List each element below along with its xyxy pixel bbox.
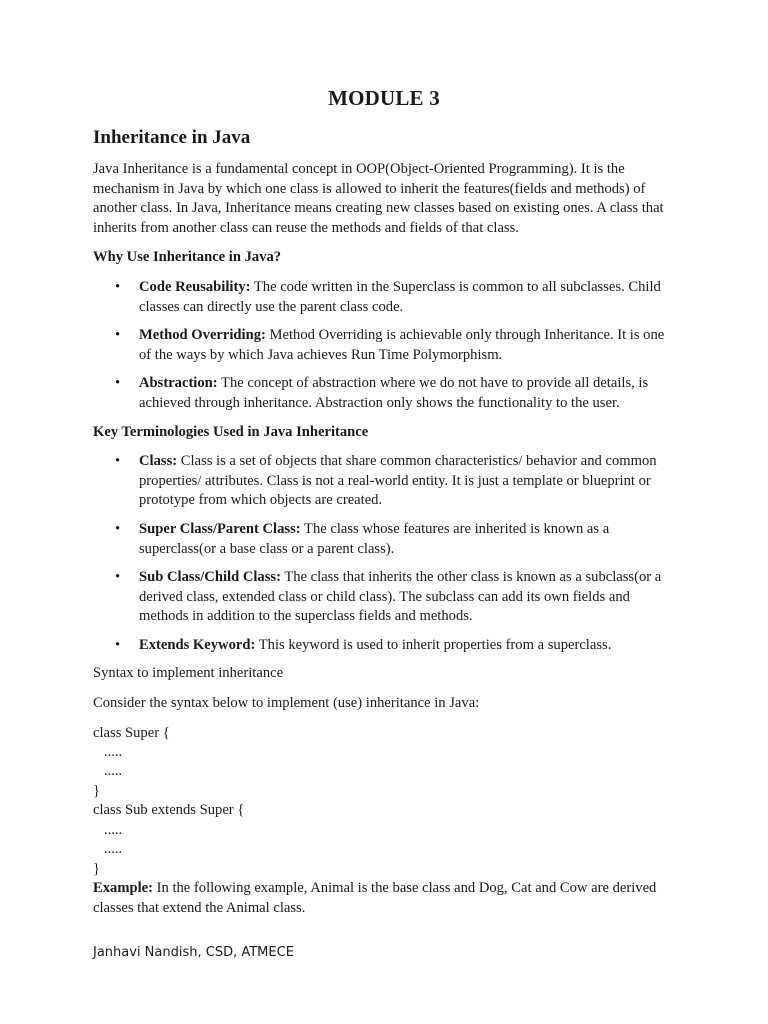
code-line: .....	[93, 821, 123, 838]
list-item	[93, 568, 673, 627]
why-list	[93, 278, 673, 414]
why-heading: Why Use Inheritance in Java?	[93, 249, 282, 266]
example-text: In the following example, Animal is the base class and Dog, Cat and Cow are derived classes that extend the Animal class.	[93, 879, 657, 916]
code-line: .....	[93, 841, 123, 858]
terms-heading: Key Terminologies Used in Java Inheritance	[93, 423, 369, 440]
code-line: }	[93, 860, 101, 877]
list-item-term: Abstraction:	[139, 375, 218, 392]
terms-list	[93, 452, 673, 655]
document-body	[93, 126, 673, 928]
code-block	[93, 724, 673, 879]
list-item-text: The class whose features are inherited is known as a superclass(or a base class or a parent class).	[139, 520, 610, 557]
list-item	[93, 636, 673, 656]
list-item	[93, 520, 673, 559]
code-line: .....	[93, 744, 123, 761]
list-item-term: Super Class/Parent Class:	[139, 520, 301, 537]
list-item-text: This keyword is used to inherit properties from a superclass.	[255, 636, 612, 653]
list-item	[93, 452, 673, 511]
bullet-icon: •	[115, 569, 121, 586]
list-item-term: Class:	[139, 453, 178, 470]
list-item-term: Code Reusability:	[139, 278, 251, 295]
bullet-icon: •	[115, 636, 121, 653]
code-line: class Super {	[93, 724, 170, 741]
bullet-icon: •	[115, 278, 121, 295]
list-item-text: The code written in the Superclass is common to all subclasses. Child classes can directly use the parent class code.	[139, 278, 661, 315]
list-item-term: Sub Class/Child Class:	[139, 569, 281, 586]
syntax-heading: Syntax to implement inheritance	[93, 665, 284, 682]
module-title: MODULE 3	[328, 86, 440, 110]
section-title: Inheritance in Java	[93, 127, 251, 148]
page-footer: Janhavi Nandish, CSD, ATMECE	[93, 945, 294, 960]
code-line: }	[93, 782, 101, 799]
example-term: Example:	[93, 879, 153, 896]
code-line: .....	[93, 763, 123, 780]
code-line: class Sub extends Super {	[93, 802, 245, 819]
list-item-text: Method Overriding is achievable only through Inheritance. It is one of the ways by which Java achieves Run Time Polymorphism.	[139, 327, 665, 363]
bullet-icon: •	[115, 327, 121, 344]
list-item-term: Extends Keyword:	[139, 636, 256, 653]
list-item-text: The concept of abstraction where we do not have to provide all details, is achieved through inheritance. Abstraction only shows the functionality to the user.	[139, 375, 649, 411]
example-paragraph	[93, 879, 673, 918]
bullet-icon: •	[115, 453, 121, 470]
list-item-term: Method Overriding:	[139, 327, 266, 344]
intro-paragraph: Java Inheritance is a fundamental concept in OOP(Object-Oriented Programming). It is the mechanism in Java by which one class is allowed to inherit the features(fields and methods) of another class. In Java, Inheritance means creating new classes based on existing ones. A class that inherits from another class can reuse the methods and fields of that class.	[93, 161, 664, 236]
list-item	[93, 374, 673, 413]
list-item-text: The class that inherits the other class is known as a subclass(or a derived class, extended class or child class). The subclass can add its own fields and methods in addition to the superclass fields and methods.	[139, 569, 662, 625]
bullet-icon: •	[115, 375, 121, 392]
list-item	[93, 278, 673, 317]
bullet-icon: •	[115, 520, 121, 537]
syntax-intro: Consider the syntax below to implement (use) inheritance in Java:	[93, 695, 480, 712]
list-item-text: Class is a set of objects that share common characteristics/ behavior and common properties/ attributes. Class is not a real-world entity. It is just a template or blueprint or prototype from which objects are created.	[139, 453, 657, 509]
list-item	[93, 326, 673, 365]
